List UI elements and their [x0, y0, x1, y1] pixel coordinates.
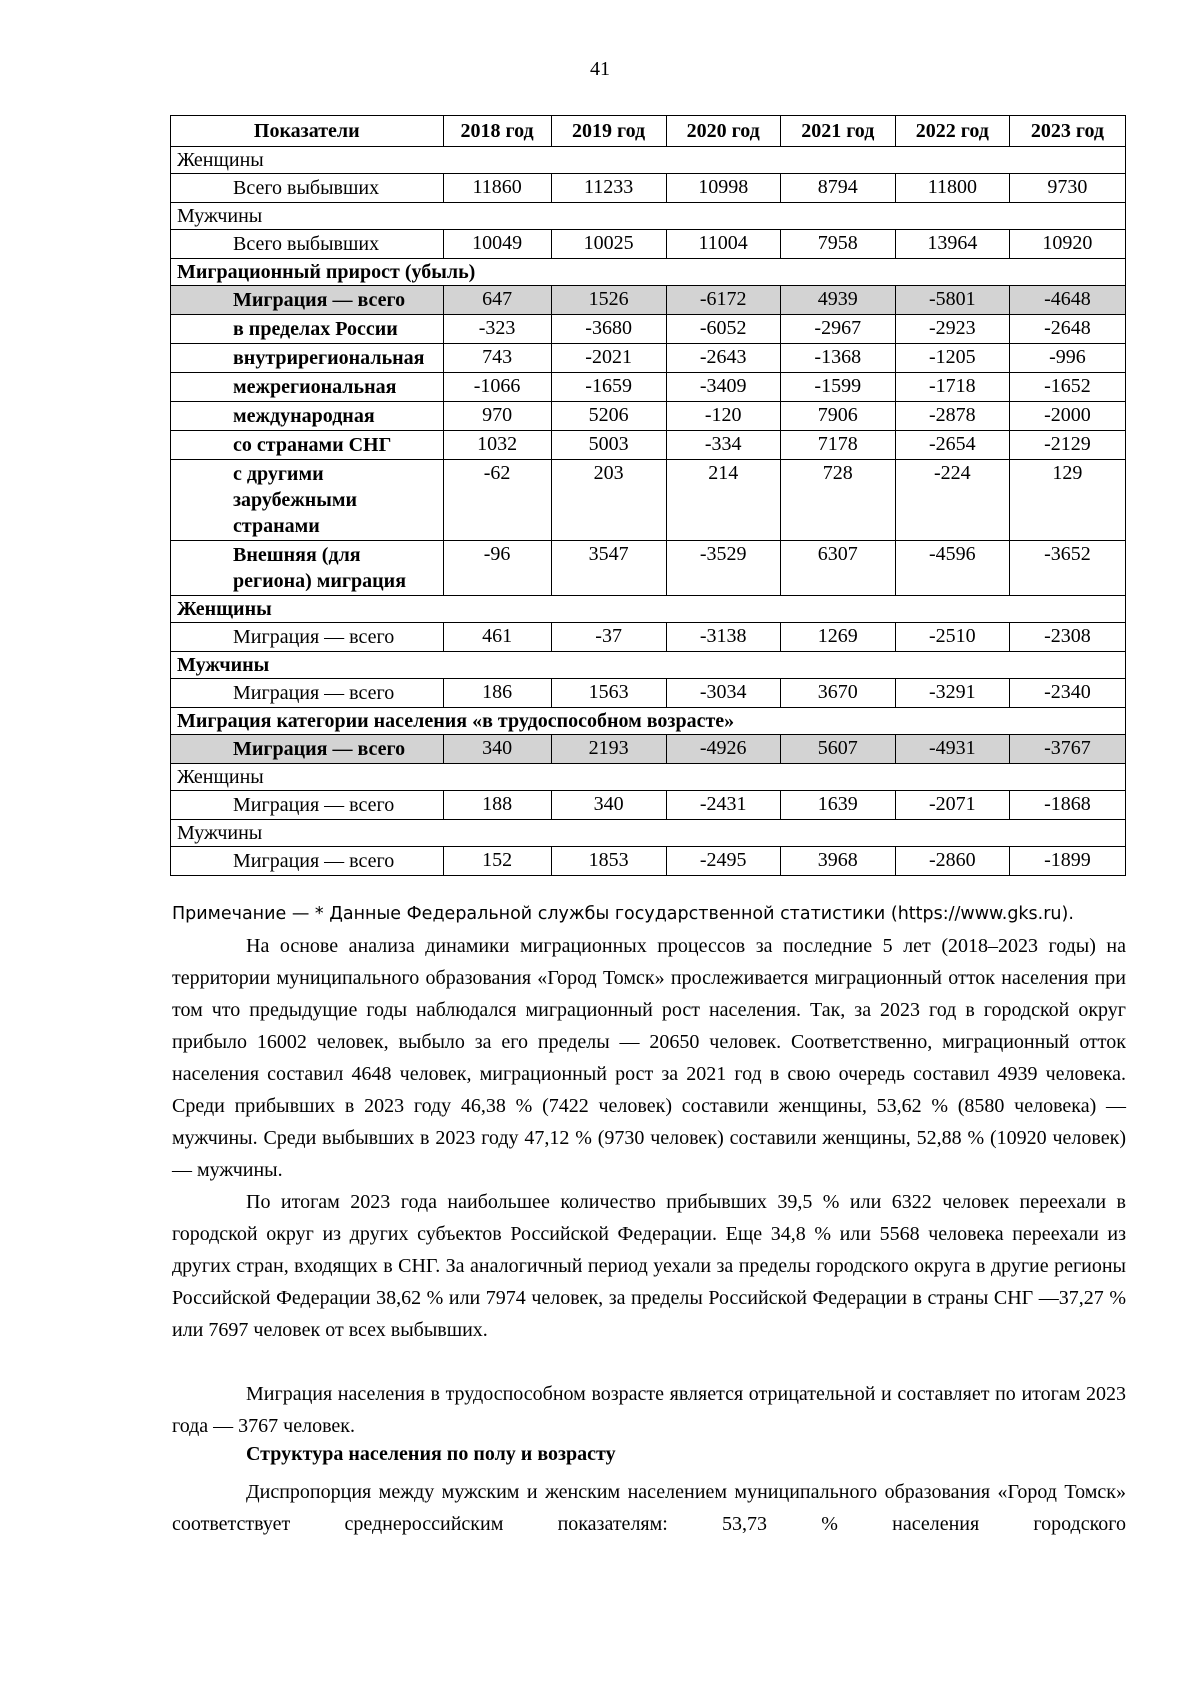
- value-cell: 10025: [551, 230, 666, 259]
- paragraph-3: Миграция населения в трудоспособном возрасте является отрицательной и составляет по итогам 2023 года — 3767 человек.: [172, 1383, 1126, 1437]
- value-cell: 461: [443, 623, 551, 652]
- value-cell: 2193: [551, 735, 666, 764]
- row-label: международная: [171, 402, 444, 431]
- value-cell: 3670: [780, 679, 895, 708]
- table-row: [171, 708, 1126, 735]
- value-cell: -2860: [895, 847, 1009, 876]
- value-cell: -334: [666, 431, 780, 460]
- value-cell: -4926: [666, 735, 780, 764]
- paragraph-1: На основе анализа динамики миграционных процессов за последние 5 лет (2018–2023 годы) на территории муниципального образования «Город Томск» прослеживается миграционный отток населения при том что предыдущие годы наблюдался миграционный рост населения. Так, за 2023 год в городской округ прибыло 16002 человек, выбыло за его пределы — 20650 человек. Соответственно, миграционный отток населения составил 4648 человек, миграционный рост за 2021 год в свою очередь составил 4939 человека. Среди прибывших в 2023 году 46,38 % (7422 человек) составили женщины, 53,62 % (8580 человека) — мужчины. Среди выбывших в 2023 году 47,12 % (9730 человек) составили женщины, 52,88 % (10920 человек) — мужчины.: [172, 935, 1126, 1181]
- row-label: в пределах России: [171, 315, 444, 344]
- value-cell: -6172: [666, 286, 780, 315]
- page-number: 41: [590, 58, 610, 80]
- table-row: [171, 373, 1126, 402]
- section-label: Миграционный прирост (убыль): [171, 259, 1126, 286]
- group-label: Женщины: [171, 764, 1126, 791]
- value-cell: -3767: [1009, 735, 1125, 764]
- value-cell: -1066: [443, 373, 551, 402]
- value-cell: -2071: [895, 791, 1009, 820]
- value-cell: -2129: [1009, 431, 1125, 460]
- header-2023: 2023 год: [1009, 116, 1125, 147]
- table-row: [171, 174, 1126, 203]
- table-row: [171, 431, 1126, 460]
- section-label: Мужчины: [171, 652, 1126, 679]
- value-cell: 970: [443, 402, 551, 431]
- group-label: Мужчины: [171, 203, 1126, 230]
- value-cell: -2654: [895, 431, 1009, 460]
- value-cell: -96: [443, 541, 551, 596]
- value-cell: -1652: [1009, 373, 1125, 402]
- value-cell: 203: [551, 460, 666, 541]
- table-body: [171, 147, 1126, 876]
- row-label: межрегиональная: [171, 373, 444, 402]
- value-cell: -3529: [666, 541, 780, 596]
- table-header-row: [171, 116, 1126, 147]
- value-cell: -4596: [895, 541, 1009, 596]
- section-label: Женщины: [171, 596, 1126, 623]
- value-cell: 214: [666, 460, 780, 541]
- value-cell: 10998: [666, 174, 780, 203]
- value-cell: -6052: [666, 315, 780, 344]
- migration-table: [170, 115, 1126, 876]
- value-cell: -1899: [1009, 847, 1125, 876]
- table-row: [171, 791, 1126, 820]
- value-cell: 8794: [780, 174, 895, 203]
- value-cell: -2967: [780, 315, 895, 344]
- row-label: Миграция — всего: [171, 791, 444, 820]
- value-cell: 5003: [551, 431, 666, 460]
- value-cell: 11004: [666, 230, 780, 259]
- value-cell: 3968: [780, 847, 895, 876]
- value-cell: 743: [443, 344, 551, 373]
- table-row: [171, 344, 1126, 373]
- value-cell: -120: [666, 402, 780, 431]
- value-cell: 188: [443, 791, 551, 820]
- table-row: [171, 541, 1126, 596]
- value-cell: 7906: [780, 402, 895, 431]
- table-note: Примечание — * Данные Федеральной службы государственной статистики (https://www.gks.ru).: [172, 904, 1074, 924]
- value-cell: 728: [780, 460, 895, 541]
- value-cell: 1526: [551, 286, 666, 315]
- section-label: Миграция категории населения «в трудоспособном возрасте»: [171, 708, 1126, 735]
- value-cell: 11800: [895, 174, 1009, 203]
- row-label: Миграция — всего: [171, 679, 444, 708]
- value-cell: 9730: [1009, 174, 1125, 203]
- table-row: [171, 315, 1126, 344]
- value-cell: -2878: [895, 402, 1009, 431]
- header-2018: 2018 год: [443, 116, 551, 147]
- row-label: Всего выбывших: [171, 230, 444, 259]
- value-cell: 340: [443, 735, 551, 764]
- value-cell: -1868: [1009, 791, 1125, 820]
- value-cell: 7178: [780, 431, 895, 460]
- value-cell: 1563: [551, 679, 666, 708]
- section-heading: Структура населения по полу и возрасту: [246, 1443, 616, 1465]
- paragraph-2: По итогам 2023 года наибольшее количество прибывших 39,5 % или 6322 человек переехали в городской округ из других субъектов Российской Федерации. Еще 34,8 % или 5568 человека переехали из других стран, входящих в СНГ. За аналогичный период уехали за пределы городского округа в другие регионы Российской Федерации 38,62 % или 7974 человек, за пределы Российской Федерации в страны СНГ —37,27 % или 7697 человек от всех выбывших.: [172, 1191, 1126, 1341]
- value-cell: -2495: [666, 847, 780, 876]
- value-cell: -3291: [895, 679, 1009, 708]
- value-cell: 1032: [443, 431, 551, 460]
- value-cell: -2000: [1009, 402, 1125, 431]
- value-cell: -62: [443, 460, 551, 541]
- value-cell: 7958: [780, 230, 895, 259]
- table-row: [171, 596, 1126, 623]
- value-cell: -996: [1009, 344, 1125, 373]
- value-cell: -2021: [551, 344, 666, 373]
- table-row: [171, 402, 1126, 431]
- value-cell: -4931: [895, 735, 1009, 764]
- value-cell: -2510: [895, 623, 1009, 652]
- value-cell: -2431: [666, 791, 780, 820]
- value-cell: -224: [895, 460, 1009, 541]
- table-row: [171, 623, 1126, 652]
- table-row: [171, 147, 1126, 174]
- value-cell: 4939: [780, 286, 895, 315]
- paragraph-4: Диспропорция между мужским и женским населением муниципального образования «Город Томск» соответствует среднероссийским показателям: 53,73 % населения городского: [172, 1481, 1126, 1535]
- row-label: внутрирегиональная: [171, 344, 444, 373]
- value-cell: -2923: [895, 315, 1009, 344]
- header-indicator: Показатели: [171, 116, 444, 147]
- value-cell: 10049: [443, 230, 551, 259]
- header-2022: 2022 год: [895, 116, 1009, 147]
- value-cell: 5607: [780, 735, 895, 764]
- value-cell: -1368: [780, 344, 895, 373]
- value-cell: -3034: [666, 679, 780, 708]
- value-cell: -2643: [666, 344, 780, 373]
- table-row: [171, 460, 1126, 541]
- value-cell: -1718: [895, 373, 1009, 402]
- value-cell: 186: [443, 679, 551, 708]
- value-cell: 11860: [443, 174, 551, 203]
- row-label: Миграция — всего: [171, 847, 444, 876]
- table-row: [171, 230, 1126, 259]
- table-row: [171, 820, 1126, 847]
- value-cell: -1205: [895, 344, 1009, 373]
- header-2020: 2020 год: [666, 116, 780, 147]
- table-row: [171, 259, 1126, 286]
- value-cell: -3409: [666, 373, 780, 402]
- value-cell: -1659: [551, 373, 666, 402]
- value-cell: -3680: [551, 315, 666, 344]
- group-label: Женщины: [171, 147, 1126, 174]
- header-2019: 2019 год: [551, 116, 666, 147]
- row-label: с другими зарубежными странами: [171, 460, 444, 541]
- value-cell: 3547: [551, 541, 666, 596]
- row-label: Миграция — всего: [171, 623, 444, 652]
- value-cell: 129: [1009, 460, 1125, 541]
- row-label: со странами СНГ: [171, 431, 444, 460]
- value-cell: -323: [443, 315, 551, 344]
- value-cell: -2340: [1009, 679, 1125, 708]
- value-cell: -3138: [666, 623, 780, 652]
- row-label: Миграция — всего: [171, 286, 444, 315]
- table-row: [171, 764, 1126, 791]
- row-label: Всего выбывших: [171, 174, 444, 203]
- value-cell: 11233: [551, 174, 666, 203]
- table-row: [171, 735, 1126, 764]
- row-label: Миграция — всего: [171, 735, 444, 764]
- header-2021: 2021 год: [780, 116, 895, 147]
- value-cell: 1269: [780, 623, 895, 652]
- value-cell: 6307: [780, 541, 895, 596]
- value-cell: -37: [551, 623, 666, 652]
- group-label: Мужчины: [171, 820, 1126, 847]
- value-cell: -5801: [895, 286, 1009, 315]
- value-cell: 647: [443, 286, 551, 315]
- value-cell: -2648: [1009, 315, 1125, 344]
- value-cell: -4648: [1009, 286, 1125, 315]
- table-row: [171, 203, 1126, 230]
- value-cell: -2308: [1009, 623, 1125, 652]
- value-cell: 5206: [551, 402, 666, 431]
- table-row: [171, 847, 1126, 876]
- table-row: [171, 286, 1126, 315]
- value-cell: -1599: [780, 373, 895, 402]
- value-cell: -3652: [1009, 541, 1125, 596]
- value-cell: 1853: [551, 847, 666, 876]
- row-label: Внешняя (для региона) миграция: [171, 541, 444, 596]
- value-cell: 1639: [780, 791, 895, 820]
- table-row: [171, 652, 1126, 679]
- table-row: [171, 679, 1126, 708]
- value-cell: 10920: [1009, 230, 1125, 259]
- value-cell: 152: [443, 847, 551, 876]
- value-cell: 340: [551, 791, 666, 820]
- value-cell: 13964: [895, 230, 1009, 259]
